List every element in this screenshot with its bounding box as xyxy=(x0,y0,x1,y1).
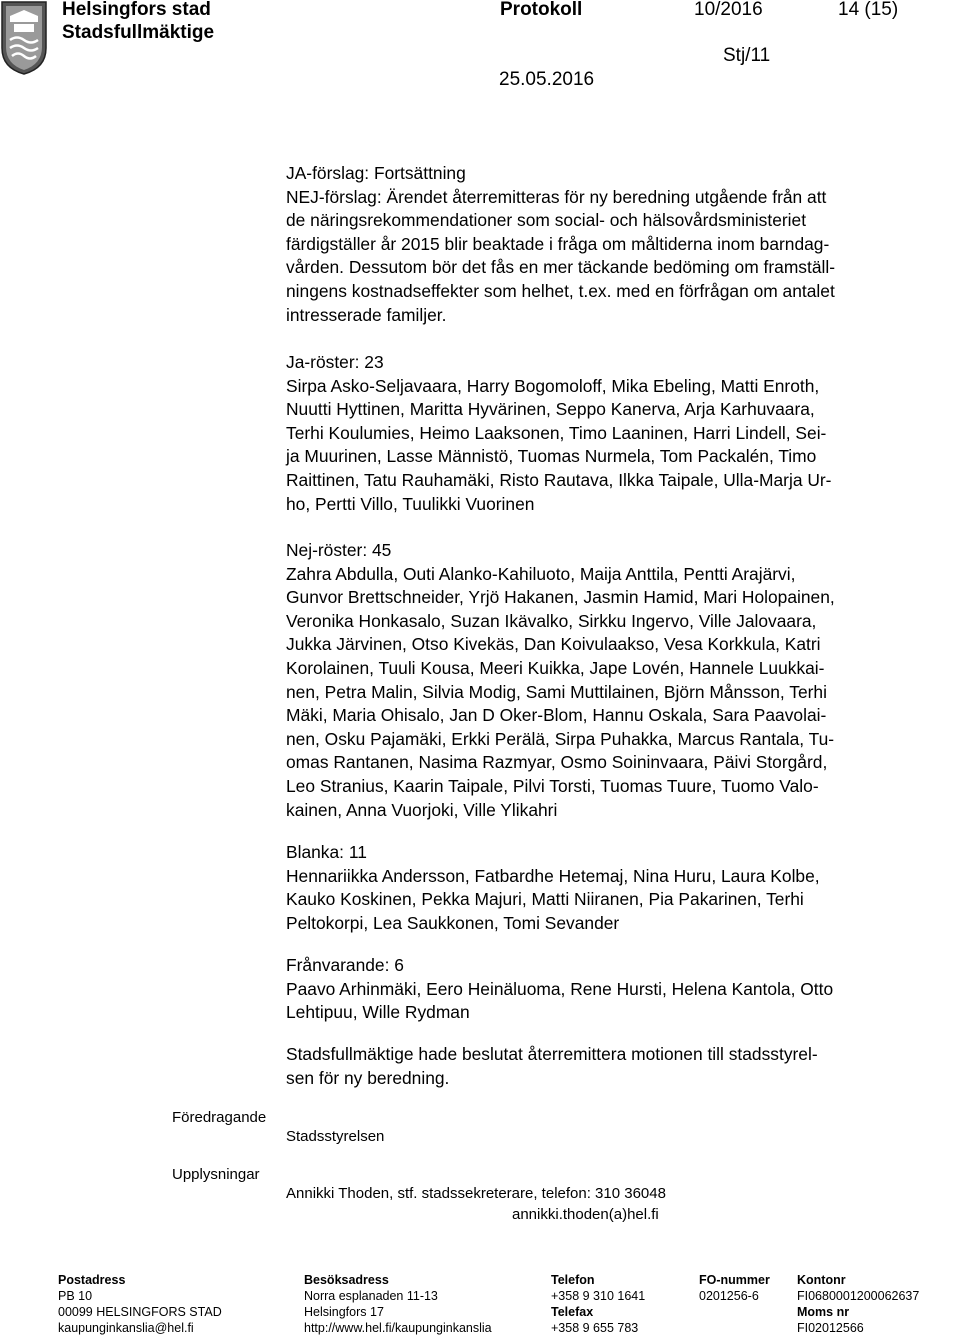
text-line: Gunvor Brettschneider, Yrjö Hakanen, Jasmin Hamid, Mari Holopainen, xyxy=(286,587,835,608)
absent-list xyxy=(286,954,946,1025)
text-line: Leo Stranius, Kaarin Taipale, Pilvi Torsti, Tuomas Tuure, Tuomo Valo- xyxy=(286,775,819,796)
text-line: nen, Petra Malin, Silvia Modig, Sami Muttilainen, Björn Månsson, Terhi xyxy=(286,681,827,702)
footer-heading: Postadress xyxy=(58,1273,126,1287)
footer-line: PB 10 xyxy=(58,1289,93,1303)
presenter-label: Föredragande xyxy=(172,1109,267,1126)
footer-postal xyxy=(58,1272,222,1336)
footer-line: FI02012566 xyxy=(797,1321,864,1335)
text-line: Veronika Honkasalo, Suzan Ikävalko, Sirkku Ingervo, Ville Jalovaara, xyxy=(286,610,817,631)
meeting-date: 25.05.2016 xyxy=(499,69,595,90)
nej-votes xyxy=(286,539,946,822)
text-line: Sirpa Asko-Seljavaara, Harry Bogomoloff, Mika Ebeling, Matti Enroth, xyxy=(286,375,820,396)
footer-line: 0201256-6 xyxy=(699,1289,759,1303)
text-line: kainen, Anna Vuorjoki, Ville Ylikahri xyxy=(286,799,558,820)
footer-line: +358 9 655 783 xyxy=(551,1321,639,1335)
page-number: 14 (15) xyxy=(838,0,899,20)
text-line: vården. Dessutom bör det fås en mer täckande bedöming om framställ- xyxy=(286,257,836,278)
text-line: Korolainen, Tuuli Kousa, Meeri Kuikka, Jape Lovén, Hannele Luukkai- xyxy=(286,657,825,678)
footer-heading: Telefax xyxy=(551,1305,594,1319)
text-line: färdigställer år 2015 blir beaktade i fråga om måltiderna inom barndag- xyxy=(286,233,830,254)
contact-line: Annikki Thoden, stf. stadssekreterare, telefon: 310 36048 xyxy=(286,1185,666,1202)
doc-type: Protokoll xyxy=(500,0,583,20)
blank-votes xyxy=(286,841,946,935)
text-line: intresserade familjer. xyxy=(286,304,447,325)
text-line: nen, Osku Pajamäki, Erkki Perälä, Sirpa Puhakka, Marcus Rantala, Tu- xyxy=(286,728,835,749)
text-line: Kauko Koskinen, Pekka Majuri, Matti Niiranen, Pia Pakarinen, Terhi xyxy=(286,889,804,910)
nej-heading: Nej-röster: 45 xyxy=(286,540,392,560)
text-line: Peltokorpi, Lea Saukkonen, Tomi Sevander xyxy=(286,912,620,933)
footer-fo xyxy=(699,1272,770,1304)
text-line: sen för ny beredning. xyxy=(286,1067,450,1088)
footer-heading: Moms nr xyxy=(797,1305,850,1319)
ja-votes xyxy=(286,351,946,516)
decision-text xyxy=(286,1043,946,1090)
helsinki-crest-icon xyxy=(0,0,48,76)
text-line: omas Rantanen, Nasima Razmyar, Osmo Soininvaara, Päivi Storgård, xyxy=(286,752,828,773)
text-line: Nuutti Hyttinen, Maritta Hyvärinen, Seppo Kanerva, Arja Karhuvaara, xyxy=(286,399,815,420)
presenter-value: Stadsstyrelsen xyxy=(286,1128,385,1145)
contact-email[interactable]: annikki.thoden(a)hel.fi xyxy=(512,1206,659,1223)
text-line: Raittinen, Tatu Rauhamäki, Risto Rautava, Ilkka Taipale, Ulla-Marja Ur- xyxy=(286,469,832,490)
proposal-text xyxy=(286,162,946,327)
text-line: Paavo Arhinmäki, Eero Heinäluoma, Rene Hursti, Helena Kantola, Otto xyxy=(286,978,834,999)
footer-line: Helsingfors 17 xyxy=(304,1305,384,1319)
text-line: ho, Pertti Villo, Tuulikki Vuorinen xyxy=(286,493,535,514)
footer-email[interactable]: kaupunginkanslia@hel.fi xyxy=(58,1321,194,1335)
footer-heading: FO-nummer xyxy=(699,1273,770,1287)
text-line: Mäki, Maria Ohisalo, Jan D Oker-Blom, Hannu Oskala, Sara Paavolai- xyxy=(286,705,827,726)
footer-heading: Kontonr xyxy=(797,1273,846,1287)
footer-heading: Telefon xyxy=(551,1273,595,1287)
text-line: Lehtipuu, Wille Rydman xyxy=(286,1002,470,1023)
text-line: Stadsfullmäktige hade beslutat återremittera motionen till stadsstyrel- xyxy=(286,1044,818,1064)
footer-line: 00099 HELSINGFORS STAD xyxy=(58,1305,222,1319)
footer-link[interactable]: http://www.hel.fi/kaupunginkanslia xyxy=(304,1321,492,1335)
text-line: NEJ-förslag: Ärendet återremitteras för ny beredning utgående från att xyxy=(286,186,827,207)
text-line: Terhi Koulumies, Heimo Laaksonen, Timo Laaninen, Harri Lindell, Sei- xyxy=(286,422,827,443)
section-id: Stj/11 xyxy=(723,45,771,66)
footer-line: FI0680001200062637 xyxy=(797,1289,920,1303)
text-line: ja Muurinen, Lasse Männistö, Tuomas Nurmela, Tom Packalén, Timo xyxy=(286,446,817,467)
protocol-number: 10/2016 xyxy=(694,0,763,20)
ja-heading: Ja-röster: 23 xyxy=(286,352,384,372)
text-line: ningens kostnadseffekter som helhet, t.ex. med en förfrågan om antalet xyxy=(286,280,835,301)
text-line: de näringsrekommendationer som social- och hälsovårdsministeriet xyxy=(286,210,807,231)
text-line: Jukka Järvinen, Otso Kivekäs, Dan Koivulaakso, Vesa Korkkula, Katri xyxy=(286,634,821,655)
info-label: Upplysningar xyxy=(172,1166,260,1183)
org-name: Helsingfors stad xyxy=(62,0,211,20)
text-line: Zahra Abdulla, Outi Alanko-Kahiluoto, Maija Anttila, Pentti Arajärvi, xyxy=(286,563,796,584)
footer-visit xyxy=(304,1272,492,1336)
footer-line: +358 9 310 1641 xyxy=(551,1289,646,1303)
footer-line: Norra esplanaden 11-13 xyxy=(304,1289,438,1303)
text-line: Hennariikka Andersson, Fatbardhe Hetemaj, Nina Huru, Laura Kolbe, xyxy=(286,865,820,886)
absent-heading: Frånvarande: 6 xyxy=(286,955,404,975)
blank-heading: Blanka: 11 xyxy=(286,842,367,862)
footer-phone xyxy=(551,1272,645,1336)
text-line: JA-förslag: Fortsättning xyxy=(286,163,466,183)
footer-account xyxy=(797,1272,919,1336)
council-name: Stadsfullmäktige xyxy=(62,22,215,43)
footer-heading: Besöksadress xyxy=(304,1273,389,1287)
